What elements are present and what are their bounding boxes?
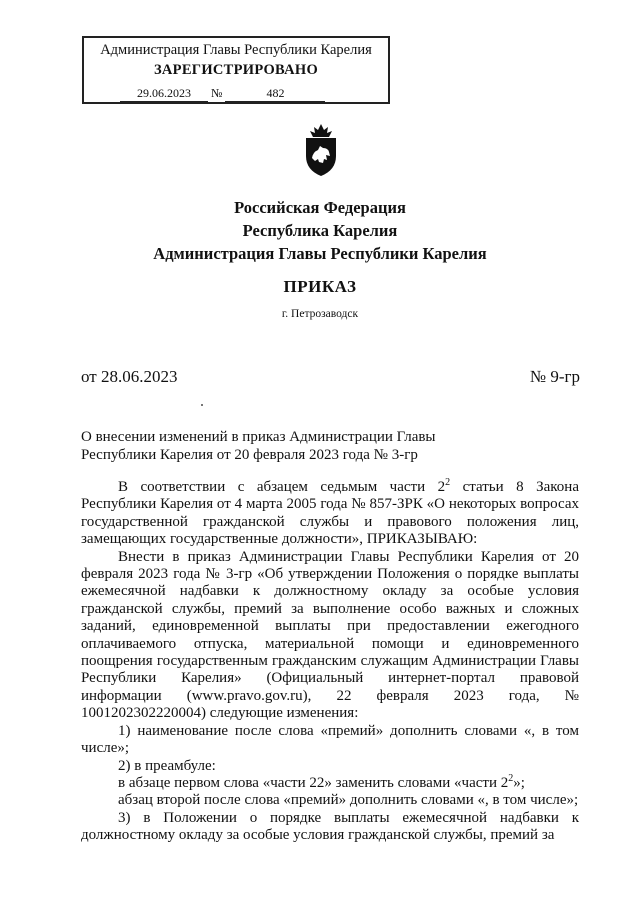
city: г. Петрозаводск bbox=[281, 308, 359, 320]
header-country: Российская Федерация bbox=[234, 198, 406, 217]
registration-stamp bbox=[82, 36, 390, 104]
item-2-sub-1-text-a: в абзаце первом слова «части 22» заменить словами «части 2 bbox=[118, 774, 509, 791]
preamble-text-a: В соответствии с абзацем седьмым части 2 bbox=[118, 479, 446, 495]
paragraph-item-1: 1) наименование после слова «премий» дополнить словами «, в том числе»; bbox=[81, 722, 579, 757]
header-republic: Республика Карелия bbox=[242, 221, 398, 240]
order-body bbox=[81, 479, 579, 845]
stamp-number: 482 bbox=[225, 86, 325, 102]
scan-mark bbox=[201, 404, 203, 406]
header-administration: Администрация Главы Республики Карелия bbox=[153, 244, 487, 263]
preamble-superscript: 2 bbox=[445, 477, 451, 488]
paragraph-item-2: 2) в преамбуле: bbox=[118, 757, 216, 774]
paragraph-item-2-sub-2: абзац второй после слова «премий» дополнить словами «, в том числе»; bbox=[118, 792, 579, 809]
item-2-sub-1-superscript: 2 bbox=[508, 772, 514, 784]
karelia-coat-of-arms-icon bbox=[300, 122, 342, 178]
subject-line-1: О внесении изменений в приказ Администрации Главы bbox=[81, 429, 436, 445]
preamble-text-b: статьи 8 Закона Республики Карелия от 4 марта 2005 года № 857-ЗРК «О некоторых вопросах государственной гражданской службы и правового положения лиц, замещающих государственные должности», ПРИКАЗЫВАЮ: bbox=[81, 479, 579, 548]
paragraph-item-2-sub-1 bbox=[81, 772, 579, 792]
paragraph-item-3: 3) в Положении о порядке выплаты ежемесячной надбавки к должностному окладу за особые условия гражданской службы, премий за bbox=[81, 809, 579, 844]
order-number: № 9-гр bbox=[529, 367, 580, 386]
paragraph-amendment: Внести в приказ Администрации Главы Республики Карелия от 20 февраля 2023 года № 3-гр «Об утверждении Положения о порядке выплаты ежемесячной надбавки к должностному окладу за особые условия гражданской службы, премий за выполнение особо важных и сложных заданий, единовременной выплаты при предоставлении ежегодного оплачиваемого отпуска, материальной помощи и единовременного поощрения государственным гражданским служащим Администрации Главы Республики Карелия» (Официальный интернет-портал правовой информации (www.pravo.gov.ru), 22 февраля 2023 года, № 1001202302220004) следующие изменения: bbox=[81, 548, 579, 722]
order-date: от 28.06.2023 bbox=[81, 367, 178, 386]
stamp-number-label: № bbox=[211, 86, 223, 100]
stamp-registration-line bbox=[120, 86, 325, 102]
subject-line-2: Республики Карелия от 20 февраля 2023 года № 3-гр bbox=[81, 447, 418, 463]
order-subject bbox=[81, 428, 436, 464]
item-2-sub-1-text-b: »; bbox=[513, 774, 525, 791]
document-type: ПРИКАЗ bbox=[283, 277, 357, 296]
stamp-date: 29.06.2023 bbox=[120, 86, 208, 102]
stamp-organization: Администрация Главы Республики Карелия bbox=[100, 42, 372, 58]
paragraph-preamble bbox=[81, 479, 579, 549]
stamp-registered: ЗАРЕГИСТРИРОВАНО bbox=[153, 62, 319, 78]
